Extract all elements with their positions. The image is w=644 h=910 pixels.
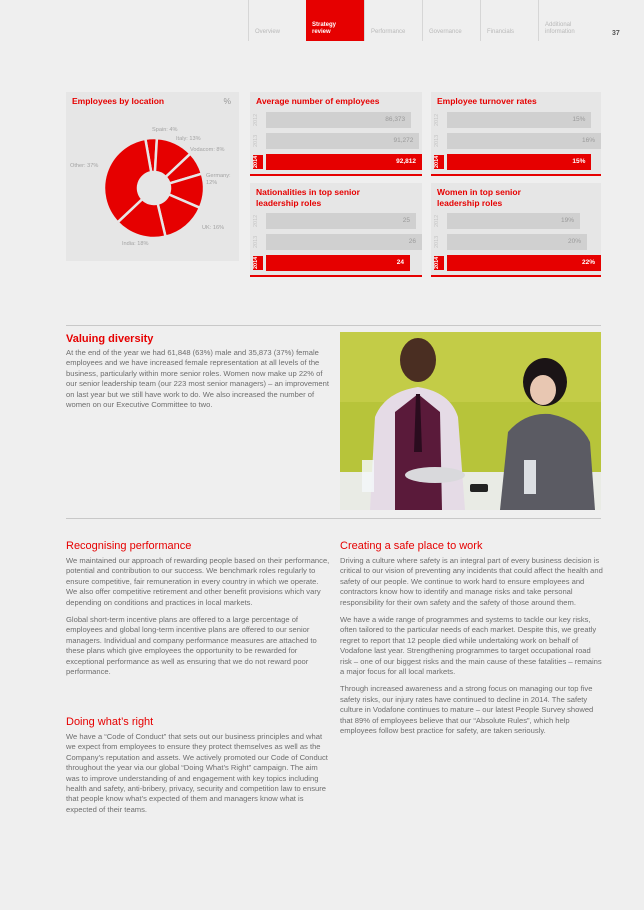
- bar-value-label: 22%: [581, 259, 595, 266]
- bar-row-2014: [250, 154, 422, 170]
- tab-label: Governance: [429, 29, 462, 35]
- bar-row-2014: [250, 255, 422, 271]
- panel-title: Employees by location: [72, 96, 165, 106]
- bar: [266, 112, 411, 128]
- bar-row-2014: [431, 255, 601, 271]
- pie-label-india: India: 18%: [122, 241, 149, 247]
- bar-value-label: 15%: [572, 116, 586, 123]
- pie-label-italy: Italy: 13%: [176, 136, 201, 142]
- bar: [447, 234, 587, 250]
- valuing-diversity-text: At the end of the year we had 61,848 (63%) male and 35,873 (37%) female employees and we have increased female representation at all levels of the business, particularly within more senior roles. Women now make up 22% of our senior leadership team (our 223 most senior managers) – an improvement on last year but we still have work to do. We also increased the number of women on our Executive Committee to two.: [66, 348, 329, 410]
- tab-label: Financials: [487, 29, 515, 35]
- tab-label: Strategy review: [312, 22, 337, 35]
- bar-year-label: 2012: [434, 214, 440, 228]
- recognising-performance-text: We maintained our approach of rewarding people based on their performance, potential and contribution to our success. We benchmark roles regularly to ensure competitive, fair remuneration in every country in which we operate. We also offer competitive retirement and other benefit provisions which vary depending on conditions and practices in local markets. Global short-term incentive plans are offered to a large percentage of employees and global long-term incentive plans are offered to our senior managers. Individual and company performance measures are attached to these plans which give employees the opportunity to be rewarded for exceptional performance as well as ensuring that we do not reward poor performance.: [66, 556, 330, 677]
- bar-year-label: 2014: [434, 256, 444, 270]
- bar-row-2013: [250, 234, 422, 250]
- bar: [447, 133, 601, 149]
- unit-label: %: [223, 96, 231, 106]
- bar-row-2013: [431, 133, 601, 149]
- bar: [266, 255, 410, 271]
- location-pie-chart: [86, 122, 226, 257]
- pie-label-germany: Germany: 12%: [206, 173, 231, 186]
- bar-value-label: 19%: [560, 217, 574, 224]
- section-divider: [66, 325, 601, 326]
- doing-whats-right-text: We have a “Code of Conduct” that sets out our business principles and what we expect from employees to ensure they protect themselves as well as the Company’s reputation and assets. We actively promoted our Code of Conduct throughout the year via our global “Doing What’s Right” campaign. The aim was to improve understanding of and engagement with key topics including health and safety, anti-bribery, privacy, security and competition law to ensure that people know what’s expected of them and managers know what is expected of their teams.: [66, 732, 328, 814]
- safe-place-text: Driving a culture where safety is an integral part of every business decision is critical to our vision of preventing any incidents that could affect the health and safety of our people. We continue to work hard to ensure employees and contractors know how to identify and manage risks and take personal responsibility for their own safety and the safety of those around them. We have a wide range of programmes and systems to tackle our key risks, often tailored to the particular needs of each market. Despite this, we greatly regret to report that 12 people died while undertaking work on behalf of Vodafone last year. Strengthening programmes to target occupational road risk – one of our biggest risks and the main cause of these fatalities – remains a major focus for all local markets. Through increased awareness and a strong focus on managing our top five safety risks, our injury rates have continued to decline in 2014. The safety culture in Vodafone continues to mature – our latest People Survey showed that 89% of employees believe that our “Absolute Rules”, which help employees follow best practice for safety, are taken seriously.: [340, 556, 603, 736]
- employees-by-location-panel: [66, 92, 239, 261]
- bar-row-2012: [250, 112, 422, 128]
- bar-value-label: 91,272: [393, 137, 414, 144]
- pie-label-spain: Spain: 4%: [152, 127, 178, 133]
- tab-performance[interactable]: [364, 0, 422, 41]
- panel-accent-line: [250, 275, 422, 277]
- tab-overview[interactable]: [248, 0, 306, 41]
- bar-year-label: 2012: [253, 214, 259, 228]
- bar: [447, 213, 580, 229]
- panel-title: Nationalities in top senior leadership roles: [256, 187, 360, 208]
- bar: [266, 133, 419, 149]
- tab-governance[interactable]: [422, 0, 480, 41]
- employee-turnover-panel: [431, 92, 601, 176]
- bar-value-label: 25: [402, 217, 410, 224]
- panel-accent-line: [431, 174, 601, 176]
- section-divider: [66, 518, 601, 519]
- bar-value-label: 92,812: [396, 158, 416, 165]
- pie-label-other: Other: 37%: [70, 163, 99, 169]
- bar-year-label: 2014: [253, 155, 263, 169]
- tab-additional-information[interactable]: [538, 0, 596, 41]
- pie-center: [141, 175, 167, 201]
- employees-meeting-photo: [340, 332, 601, 510]
- bar-row-2012: [431, 213, 601, 229]
- pie-label-vodacom: Vodacom: 8%: [190, 147, 225, 153]
- bar-value-label: 24: [396, 259, 404, 266]
- women-leadership-panel: [431, 183, 601, 277]
- bar-row-2012: [250, 213, 422, 229]
- panel-title: Women in top senior leadership roles: [437, 187, 521, 208]
- bar-row-2013: [431, 234, 601, 250]
- tab-strategy-review[interactable]: [306, 0, 364, 41]
- panel-title: Average number of employees: [256, 96, 380, 106]
- bar: [447, 154, 591, 170]
- pie-label-uk: UK: 16%: [202, 225, 225, 231]
- bar-row-2012: [431, 112, 601, 128]
- section-nav: [248, 0, 596, 41]
- panel-accent-line: [250, 174, 422, 176]
- bar-value-label: 86,373: [385, 116, 406, 123]
- bar-year-label: 2012: [434, 113, 440, 127]
- bar: [447, 112, 591, 128]
- tab-label: Overview: [255, 29, 281, 35]
- recognising-performance-heading: Recognising performance: [66, 540, 192, 552]
- tab-financials[interactable]: [480, 0, 538, 41]
- panel-title: Employee turnover rates: [437, 96, 537, 106]
- bar: [266, 213, 416, 229]
- bar-year-label: 2013: [434, 235, 440, 249]
- average-employees-panel: [250, 92, 422, 176]
- bar: [447, 255, 601, 271]
- bar-year-label: 2014: [253, 256, 263, 270]
- bar-year-label: 2013: [434, 134, 440, 148]
- panel-accent-line: [431, 275, 601, 277]
- tab-label: Additional information: [545, 22, 575, 35]
- bar-year-label: 2014: [434, 155, 444, 169]
- nationalities-panel: [250, 183, 422, 277]
- safe-place-heading: Creating a safe place to work: [340, 540, 483, 552]
- bar: [266, 234, 422, 250]
- bar-value-label: 26: [408, 238, 416, 245]
- bar-row-2013: [250, 133, 422, 149]
- tab-label: Performance: [371, 29, 406, 35]
- bar-value-label: 15%: [572, 158, 586, 165]
- bar-value-label: 20%: [567, 238, 581, 245]
- bar-year-label: 2012: [253, 113, 259, 127]
- bar-year-label: 2013: [253, 134, 259, 148]
- doing-whats-right-heading: Doing what’s right: [66, 716, 154, 728]
- page-number: 37: [612, 30, 620, 37]
- bar-value-label: 16%: [581, 137, 595, 144]
- bar: [266, 154, 422, 170]
- bar-row-2014: [431, 154, 601, 170]
- bar-year-label: 2013: [253, 235, 259, 249]
- valuing-diversity-heading: Valuing diversity: [66, 333, 154, 345]
